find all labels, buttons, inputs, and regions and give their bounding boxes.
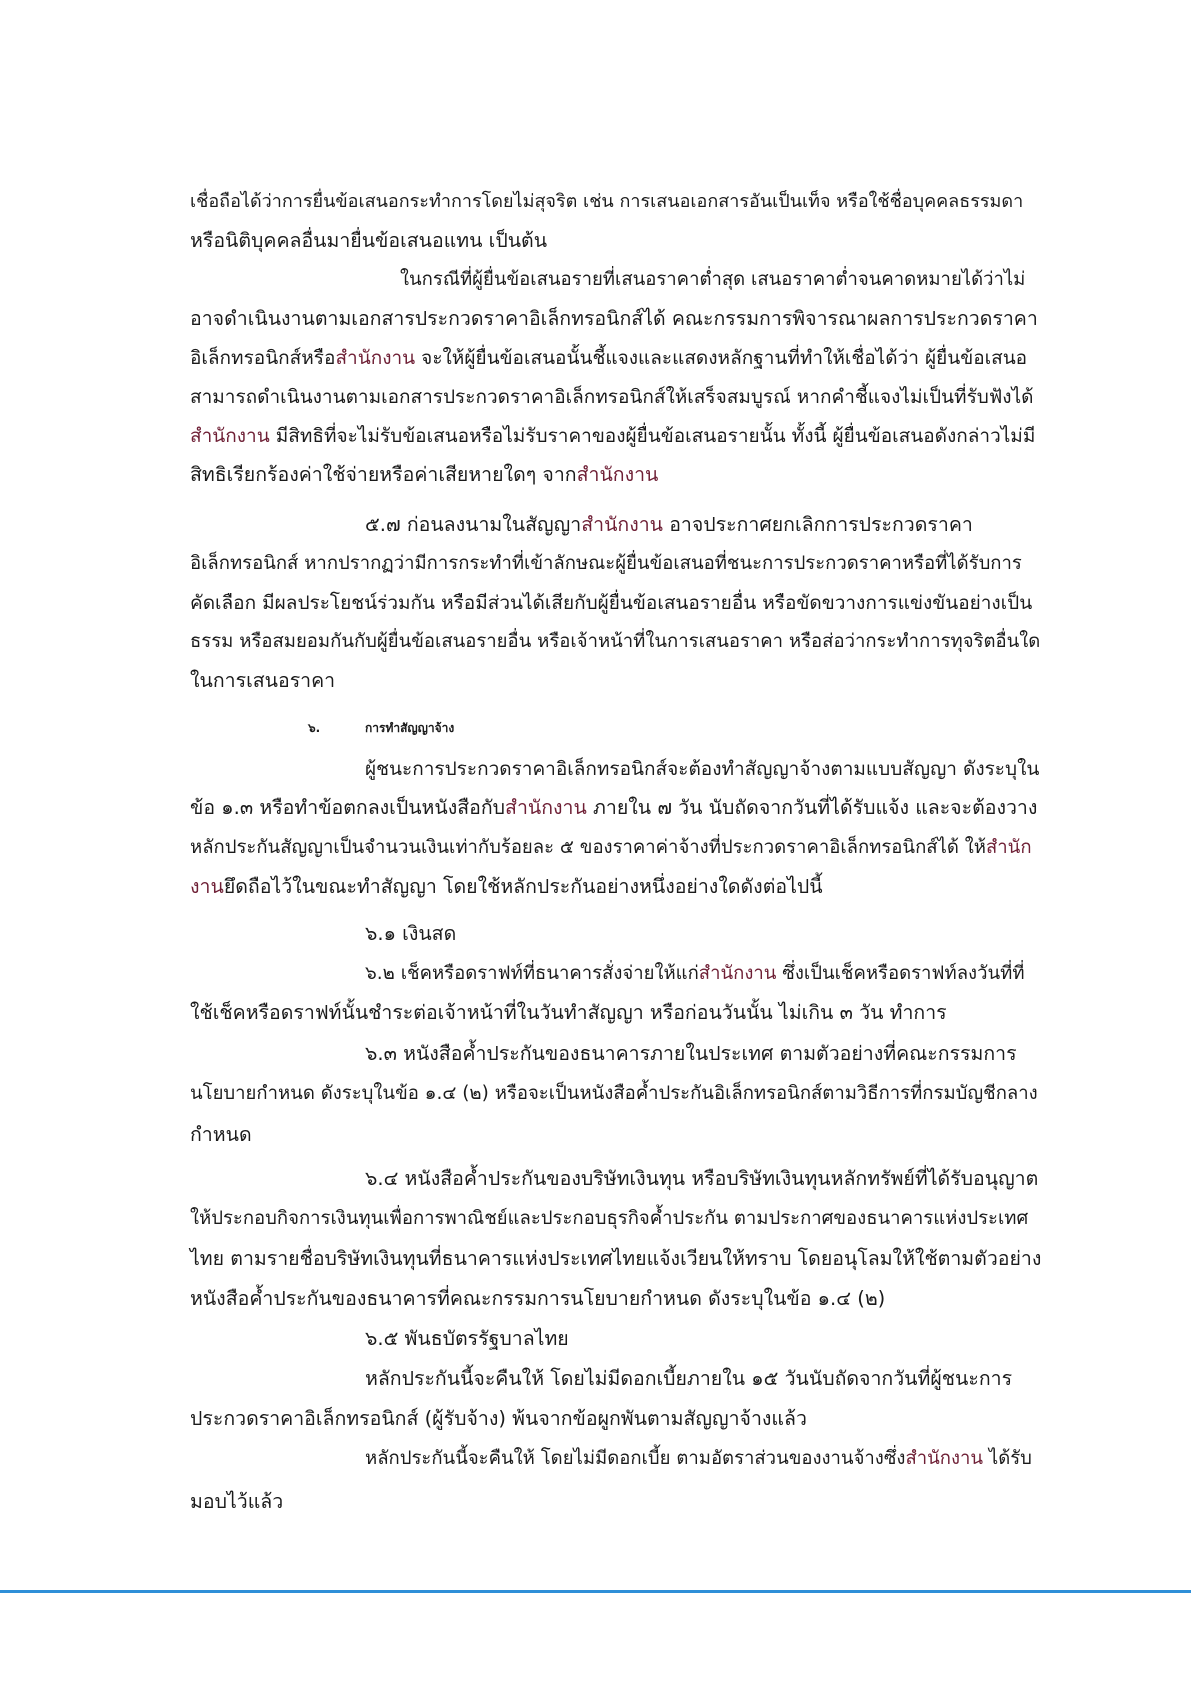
- text-segment: ภายใน ๗ วัน นับถัดจากวันที่ได้รับแจ้ง และจะต้องวาง: [586, 796, 1038, 819]
- text-segment: ๖.๒ เช็คหรือดราฟท์ที่ธนาคารสั่งจ่ายให้แก่: [365, 963, 699, 984]
- text-segment: สิทธิเรียกร้องค่าใช้จ่ายหรือค่าเสียหายใดๆ จาก: [190, 463, 577, 486]
- text-line: อิเล็กทรอนิกส์ หากปรากฏว่ามีการกระทำที่เข้าลักษณะผู้ยื่นข้อเสนอที่ชนะการประกวดราคาหรือที่ได้รับการ: [190, 553, 1022, 574]
- text-segment: ข้อ ๑.๓ หรือทำข้อตกลงเป็นหนังสือกับ: [190, 796, 506, 819]
- text-line: นโยบายกำหนด ดังระบุในข้อ ๑.๔ (๒) หรือจะเป็นหนังสือค้ำประกันอิเล็กทรอนิกส์ตามวิธีการที่กรมบัญชีกลาง: [190, 1083, 1038, 1104]
- text-segment: ๕.๗ ก่อนลงนามในสัญญา: [365, 513, 582, 536]
- text-line: มอบไว้แล้ว: [190, 1490, 284, 1513]
- text-line: [190, 461, 658, 489]
- footer-divider: [0, 1590, 1191, 1593]
- text-line: ในกรณีที่ผู้ยื่นข้อเสนอรายที่เสนอราคาต่ำสุด เสนอราคาต่ำจนคาดหมายได้ว่าไม่: [400, 269, 1026, 290]
- clause-6-1: ๖.๑ เงินสด: [365, 922, 457, 945]
- text-line: ผู้ชนะการประกวดราคาอิเล็กทรอนิกส์จะต้องทำสัญญาจ้างตามแบบสัญญา ดังระบุใน: [365, 758, 1040, 780]
- text-line: ธรรม หรือสมยอมกันกับผู้ยื่นข้อเสนอรายอื่น หรือเจ้าหน้าที่ในการเสนอราคา หรือส่อว่ากระทำการทุจริตอื่นใด: [190, 631, 1041, 652]
- office-highlight: สำนัก: [986, 837, 1032, 858]
- text-line: หนังสือค้ำประกันของธนาคารที่คณะกรรมการนโยบายกำหนด ดังระบุในข้อ ๑.๔ (๒): [190, 1287, 886, 1310]
- text-line: ไทย ตามรายชื่อบริษัทเงินทุนที่ธนาคารแห่งประเทศไทยแจ้งเวียนให้ทราบ โดยอนุโลมให้ใช้ตามตัวอย่าง: [190, 1247, 1042, 1270]
- clause-5-7: [365, 511, 973, 539]
- text-line: เชื่อถือได้ว่าการยื่นข้อเสนอกระทำการโดยไม่สุจริต เช่น การเสนอเอกสารอันเป็นเท็จ หรือใช้ชื่อบุคคลธรรมดา: [190, 191, 1024, 212]
- text-line: [365, 1445, 1032, 1473]
- text-segment: ได้รับ: [983, 1448, 1032, 1469]
- text-segment: ยึดถือไว้ในขณะทำสัญญา โดยใช้หลักประกันอย่างหนึ่งอย่างใดดังต่อไปนี้: [223, 875, 823, 898]
- text-segment: มีสิทธิที่จะไม่รับข้อเสนอหรือไม่รับราคาของผู้ยื่นข้อเสนอรายนั้น ทั้งนี้ ผู้ยื่นข้อเสนอดังกล่าวไม่มี: [269, 425, 1036, 447]
- text-line: ประกวดราคาอิเล็กทรอนิกส์ (ผู้รับจ้าง) พ้นจากข้อผูกพันตามสัญญาจ้างแล้ว: [190, 1407, 807, 1430]
- section-number: ๖.: [308, 721, 321, 735]
- office-highlight: งาน: [190, 875, 224, 898]
- clause-6-4: ๖.๔ หนังสือค้ำประกันของบริษัทเงินทุน หรือบริษัทเงินทุนหลักทรัพย์ที่ได้รับอนุญาต: [365, 1167, 1039, 1190]
- text-line: [190, 794, 1037, 822]
- text-line: [190, 422, 1035, 450]
- text-segment: หลักประกันสัญญาเป็นจำนวนเงินเท่ากับร้อยละ ๕ ของราคาค่าจ้างที่ประกวดราคาอิเล็กทรอนิกส์ได้ ให้: [190, 837, 986, 858]
- clause-6-3: ๖.๓ หนังสือค้ำประกันของธนาคารภายในประเทศ ตามตัวอย่างที่คณะกรรมการ: [365, 1042, 1017, 1065]
- office-highlight: สำนักงาน: [576, 463, 659, 486]
- text-line: [190, 873, 823, 901]
- text-line: [190, 344, 1027, 372]
- text-segment: หลักประกันนี้จะคืนให้ โดยไม่มีดอกเบี้ย ตามอัตราส่วนของงานจ้างซึ่ง: [365, 1448, 906, 1469]
- office-highlight: สำนักงาน: [905, 1448, 984, 1469]
- office-highlight: สำนักงาน: [505, 796, 587, 819]
- text-line: [190, 834, 1032, 862]
- text-segment: ซึ่งเป็นเช็คหรือดราฟท์ลงวันที่ที่: [776, 963, 1025, 984]
- office-highlight: สำนักงาน: [190, 425, 270, 447]
- clause-6-5: ๖.๕ พันธบัตรรัฐบาลไทย: [365, 1327, 569, 1350]
- text-line: ใช้เช็คหรือดราฟท์นั้นชำระต่อเจ้าหน้าที่ในวันทำสัญญา หรือก่อนวันนั้น ไม่เกิน ๓ วัน ทำการ: [190, 1001, 947, 1024]
- text-segment: จะให้ผู้ยื่นข้อเสนอนั้นชี้แจงและแสดงหลักฐานที่ทำให้เชื่อได้ว่า ผู้ยื่นข้อเสนอ: [415, 347, 1028, 369]
- section-title: การทำสัญญาจ้าง: [365, 721, 455, 735]
- text-line: อาจดำเนินงานตามเอกสารประกวดราคาอิเล็กทรอนิกส์ได้ คณะกรรมการพิจารณาผลการประกวดราคา: [190, 307, 1038, 330]
- text-line: สามารถดำเนินงานตามเอกสารประกวดราคาอิเล็กทรอนิกส์ให้เสร็จสมบูรณ์ หากคำชี้แจงไม่เป็นที่รับฟังได้: [190, 386, 1034, 408]
- text-line: หลักประกันนี้จะคืนให้ โดยไม่มีดอกเบี้ยภายใน ๑๕ วันนับถัดจากวันที่ผู้ชนะการ: [365, 1367, 1013, 1390]
- text-line: ให้ประกอบกิจการเงินทุนเพื่อการพาณิชย์และประกอบธุรกิจค้ำประกัน ตามประกาศของธนาคารแห่งประเทศ: [190, 1208, 1029, 1229]
- section-heading: [0, 714, 1191, 742]
- clause-6-2: [365, 960, 1025, 988]
- office-highlight: สำนักงาน: [335, 347, 416, 369]
- text-line: หรือนิติบุคคลอื่นมายื่นข้อเสนอแทน เป็นต้น: [190, 229, 548, 252]
- office-highlight: สำนักงาน: [698, 963, 777, 984]
- office-highlight: สำนักงาน: [581, 513, 664, 536]
- text-line: กำหนด: [190, 1123, 252, 1146]
- text-line: ในการเสนอราคา: [190, 669, 336, 692]
- text-segment: อาจประกาศยกเลิกการประกวดราคา: [663, 513, 973, 536]
- text-line: คัดเลือก มีผลประโยชน์ร่วมกัน หรือมีส่วนได้เสียกับผู้ยื่นข้อเสนอรายอื่น หรือขัดขวางการแข่งขันอย่างเป็น: [190, 592, 1033, 614]
- text-segment: อิเล็กทรอนิกส์หรือ: [190, 347, 336, 369]
